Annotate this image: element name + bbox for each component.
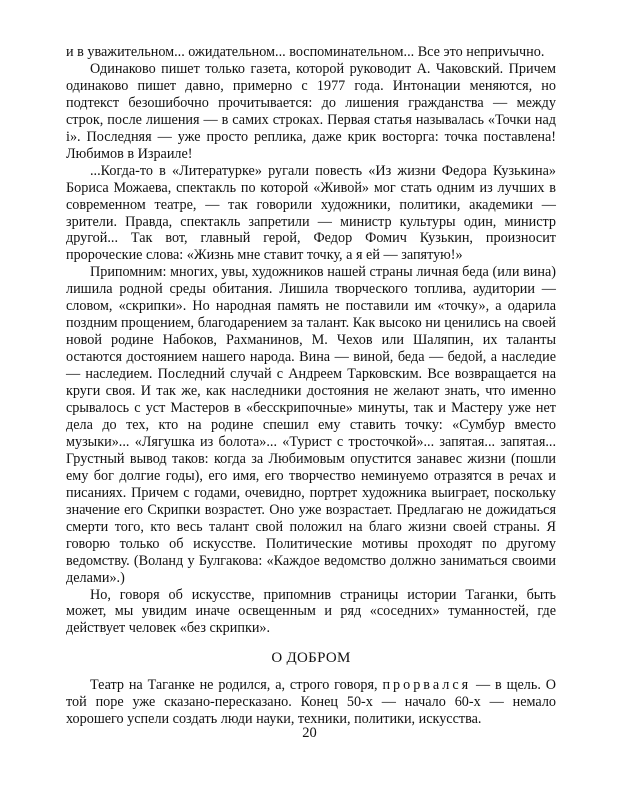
section-text-before: Театр на Таганке не родился, а, строго говоря,	[90, 677, 383, 694]
section-spaced-word: прорвался	[382, 677, 472, 694]
paragraph-3: ...Когда-то в «Литературке» ругали повесть «Из жизни Федора Кузькина» Бориса Можаева, спектакль по которой «Живой» мог стать одним из лучших в современном театре, — так говорили художники, политики, академики — зрители. Правда, спектакль запретили — министр культуры один, министр другой... Так вот, главный герой, Федор Фомич Кузькин, произносит пророческие слова: «Жизнь мне ставит точку, а я ей — запятую!»	[66, 162, 556, 264]
paragraph-4: Припомним: многих, увы, художников нашей страны личная беда (или вина) лишила родной среды обитания. Лишила творческого топлива, аудитории — словом, «скрипки». Но народная память не поставили им «точку», а одарила поздним прощением, благодарением за талант. Как высоко ни ценились на своей новой родине Набоков, Рахманинов, М. Чехов или Шаляпин, их таланты остаются достоянием нашего народа. Вина — виной, беда — бедой, а наследие — наследием. Последний случай с Андреем Тарковским. Все возвращается на круги своя. И так же, как наследники достояния не желают знать, что именно срывалось с уст Мастеров в «бесскрипочные» минуты, так и Мастеру уже нет дела до тех, кто на родине спешил ему ставить точку: «Сумбур вместо музыки»... «Лягушка из болота»... «Турист с тросточкой»... запятая... запятая... Грустный вывод таков: когда за Любимовым опустится занавес жизни (пошли ему бог долгие годы), его имя, его творчество неминуемо отразятся в речах и писаниях. Причем с годами, очевидно, портрет художника выиграет, поскольку значение его Скрипки возрастет. Оно уже возрастает. Предлагаю не дожидаться смерти того, кто весь талант свой положил на благо жизни своей страны. Я говорю только об искусстве. Политические мотивы проходят по другому ведомству. (Воланд у Булгакова: «Каждое ведомство должно заниматься своими делами».)	[66, 264, 556, 586]
section-paragraph-1	[66, 677, 556, 728]
paragraph-2: Одинаково пишет только газета, которой руководит А. Чаковский. Причем одинаково пишет давно, примерно с 1977 года. Интонации меняются, но подтекст безошибочно прочитывается: до лишения гражданства — между строк, после лишения — в самих строках. Первая статья называлась «Точки над i». Последняя — уже просто реплика, даже крик восторга: точка поставлена! Любимов в Израиле!	[66, 60, 556, 162]
page-content	[66, 44, 556, 728]
section-heading: О ДОБРОМ	[271, 650, 351, 667]
page-number: 20	[302, 725, 317, 741]
paragraph-1: и в уважительном... ожидательном... воспоминательном... Все это неприvычно.	[66, 44, 545, 60]
section-text-after: — в щель. О той поре уже сказано-пересказано. Конец 50-х — начало 60-х — немало хорошего успели создать люди науки, техники, политики, искусства.	[66, 677, 556, 728]
paragraph-5: Но, говоря об искусстве, припомнив страницы истории Таганки, быть может, мы увидим иначе освещенным и ряд «соседних» туманностей, где действует человек «без скрипки».	[66, 586, 556, 637]
